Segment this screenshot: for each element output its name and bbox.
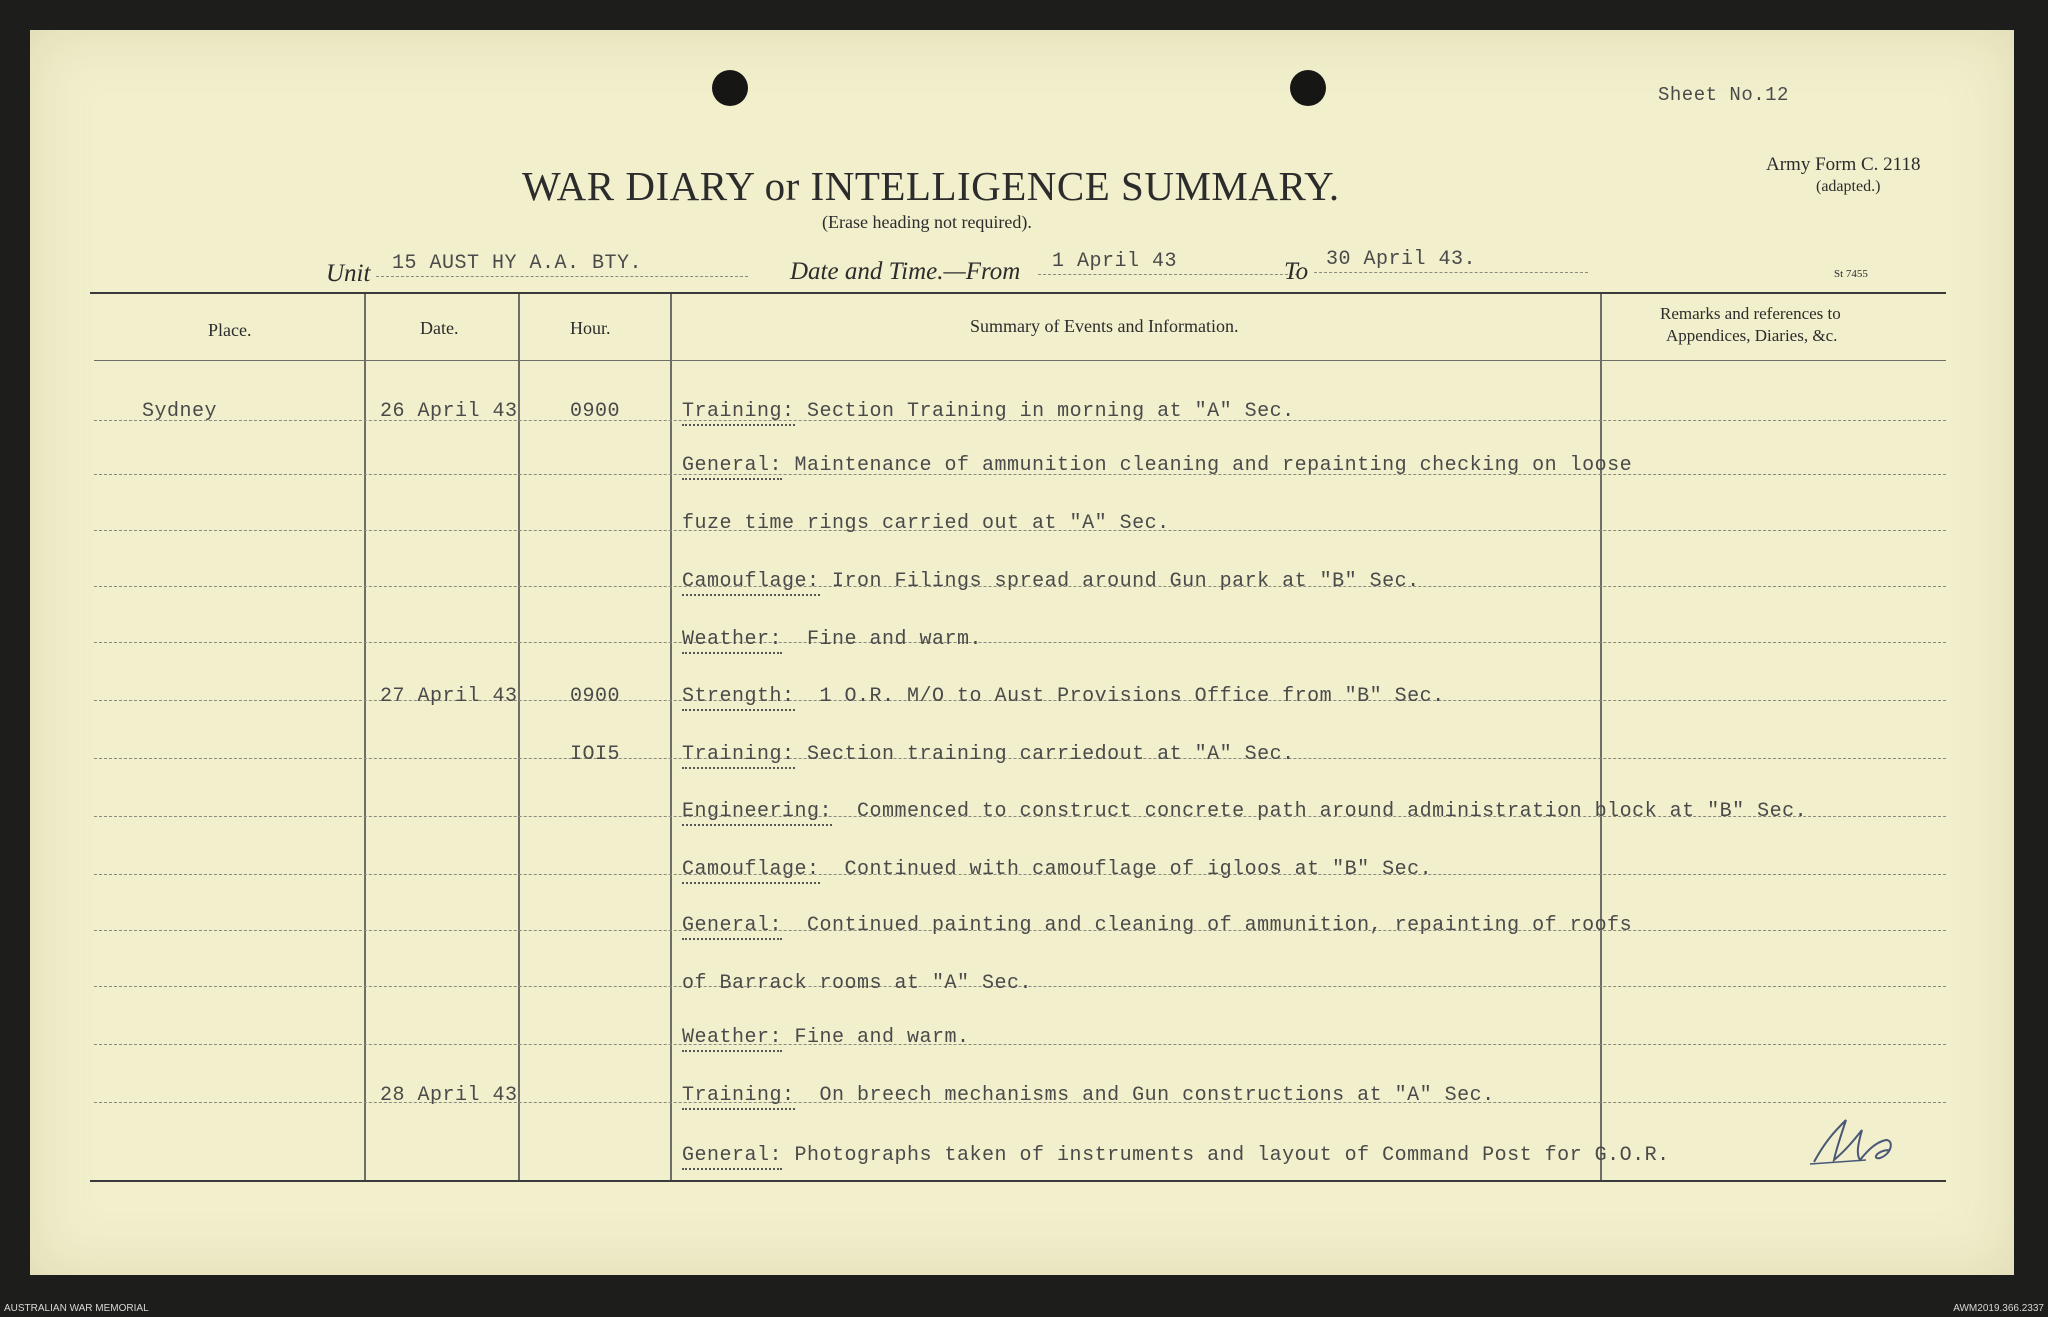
sheet-number: Sheet No.12 — [1658, 84, 1789, 106]
entry-line — [682, 1084, 1495, 1107]
entry-date: 28 April 43 — [380, 1084, 518, 1107]
entry-line — [682, 570, 1420, 593]
entry-text: Fine and warm. — [782, 628, 983, 651]
initials-signature — [1806, 1110, 1906, 1175]
entry-category: General: — [682, 914, 782, 940]
entry-text: Iron Filings spread around Gun park at "B" Sec. — [819, 570, 1420, 593]
entry-category: Training: — [682, 1084, 795, 1110]
column-header-hour: Hour. — [570, 318, 611, 338]
entry-line — [682, 972, 1032, 995]
unit-label: Unit — [326, 260, 371, 287]
entry-date: 26 April 43 — [380, 400, 518, 423]
entry-hour: 0900 — [570, 685, 621, 708]
page-subtitle: (Erase heading not required). — [822, 212, 1032, 232]
entry-line — [682, 858, 1432, 881]
entry-text: Section training carriedout at "A" Sec. — [794, 743, 1295, 766]
column-header-remarks-2: Appendices, Diaries, &c. — [1666, 326, 1838, 345]
form-stock-code: St 7455 — [1834, 268, 1868, 280]
table-top-rule — [90, 292, 1946, 294]
entry-text: Continued with camouflage of igloos at "B" Sec. — [819, 858, 1433, 881]
entry-category: Training: — [682, 743, 795, 769]
entry-line — [682, 800, 1807, 823]
entry-line — [682, 1144, 1670, 1167]
entry-line — [682, 685, 1445, 708]
entry-line — [682, 454, 1632, 477]
entry-date: 27 April 43 — [380, 685, 518, 708]
entry-category: Weather: — [682, 1026, 782, 1052]
entry-text: Maintenance of ammunition cleaning and repainting checking on loose — [782, 454, 1633, 477]
entry-text: fuze time rings carried out at "A" Sec. — [682, 512, 1170, 535]
entry-text: Commenced to construct concrete path around administration block at "B" Sec. — [832, 800, 1808, 823]
entry-category: Camouflage: — [682, 570, 820, 596]
entry-line — [682, 400, 1295, 423]
entry-line — [682, 743, 1295, 766]
army-form-label: Army Form C. 2118 — [1766, 154, 1921, 175]
diary-sheet — [30, 30, 2014, 1275]
entry-text: Fine and warm. — [782, 1026, 970, 1049]
entry-line — [682, 512, 1170, 535]
column-header-place: Place. — [208, 320, 252, 340]
column-header-remarks: Remarks and references to — [1660, 304, 1841, 323]
table-bottom-rule — [90, 1180, 1946, 1182]
entry-text: 1 O.R. M/O to Aust Provisions Office from "B" Sec. — [794, 685, 1445, 708]
date-to-value: 30 April 43. — [1326, 248, 1477, 271]
page-title: WAR DIARY or INTELLIGENCE SUMMARY. — [522, 163, 1340, 209]
entry-category: Engineering: — [682, 800, 832, 826]
army-form-adapted: (adapted.) — [1816, 178, 1881, 195]
entry-line — [682, 1026, 970, 1049]
entry-text: of Barrack rooms at "A" Sec. — [682, 972, 1033, 995]
footer-accession-number: AWM2019.366.2337 — [1953, 1303, 2044, 1314]
column-header-date: Date. — [420, 318, 459, 338]
entry-category: Camouflage: — [682, 858, 820, 884]
entry-text: Photographs taken of instruments and layout of Command Post for G.O.R. — [782, 1144, 1670, 1167]
punch-hole-left — [712, 70, 748, 106]
punch-hole-right — [1290, 70, 1326, 106]
entry-line — [682, 628, 982, 651]
entry-category: General: — [682, 454, 782, 480]
entry-text: Section Training in morning at "A" Sec. — [794, 400, 1295, 423]
entry-category: General: — [682, 1144, 782, 1170]
date-from-value: 1 April 43 — [1052, 250, 1178, 273]
entry-category: Weather: — [682, 628, 782, 654]
entry-place: Sydney — [142, 400, 218, 423]
entry-text: Continued painting and cleaning of ammunition, repainting of roofs — [782, 914, 1633, 937]
unit-value: 15 AUST HY A.A. BTY. — [392, 252, 643, 275]
entry-category: Strength: — [682, 685, 795, 711]
entry-line — [682, 914, 1632, 937]
entry-category: Training: — [682, 400, 795, 426]
column-header-summary: Summary of Events and Information. — [970, 316, 1239, 336]
to-label: To — [1284, 258, 1309, 285]
ruled-line — [94, 1044, 1946, 1045]
date-time-label: Date and Time.—From — [790, 258, 1021, 285]
entry-hour: 0900 — [570, 400, 621, 423]
entry-text: On breech mechanisms and Gun constructions at "A" Sec. — [794, 1084, 1495, 1107]
entry-hour: IOI5 — [570, 743, 621, 766]
ruled-line — [94, 642, 1946, 643]
footer-archive-name: AUSTRALIAN WAR MEMORIAL — [4, 1303, 149, 1314]
